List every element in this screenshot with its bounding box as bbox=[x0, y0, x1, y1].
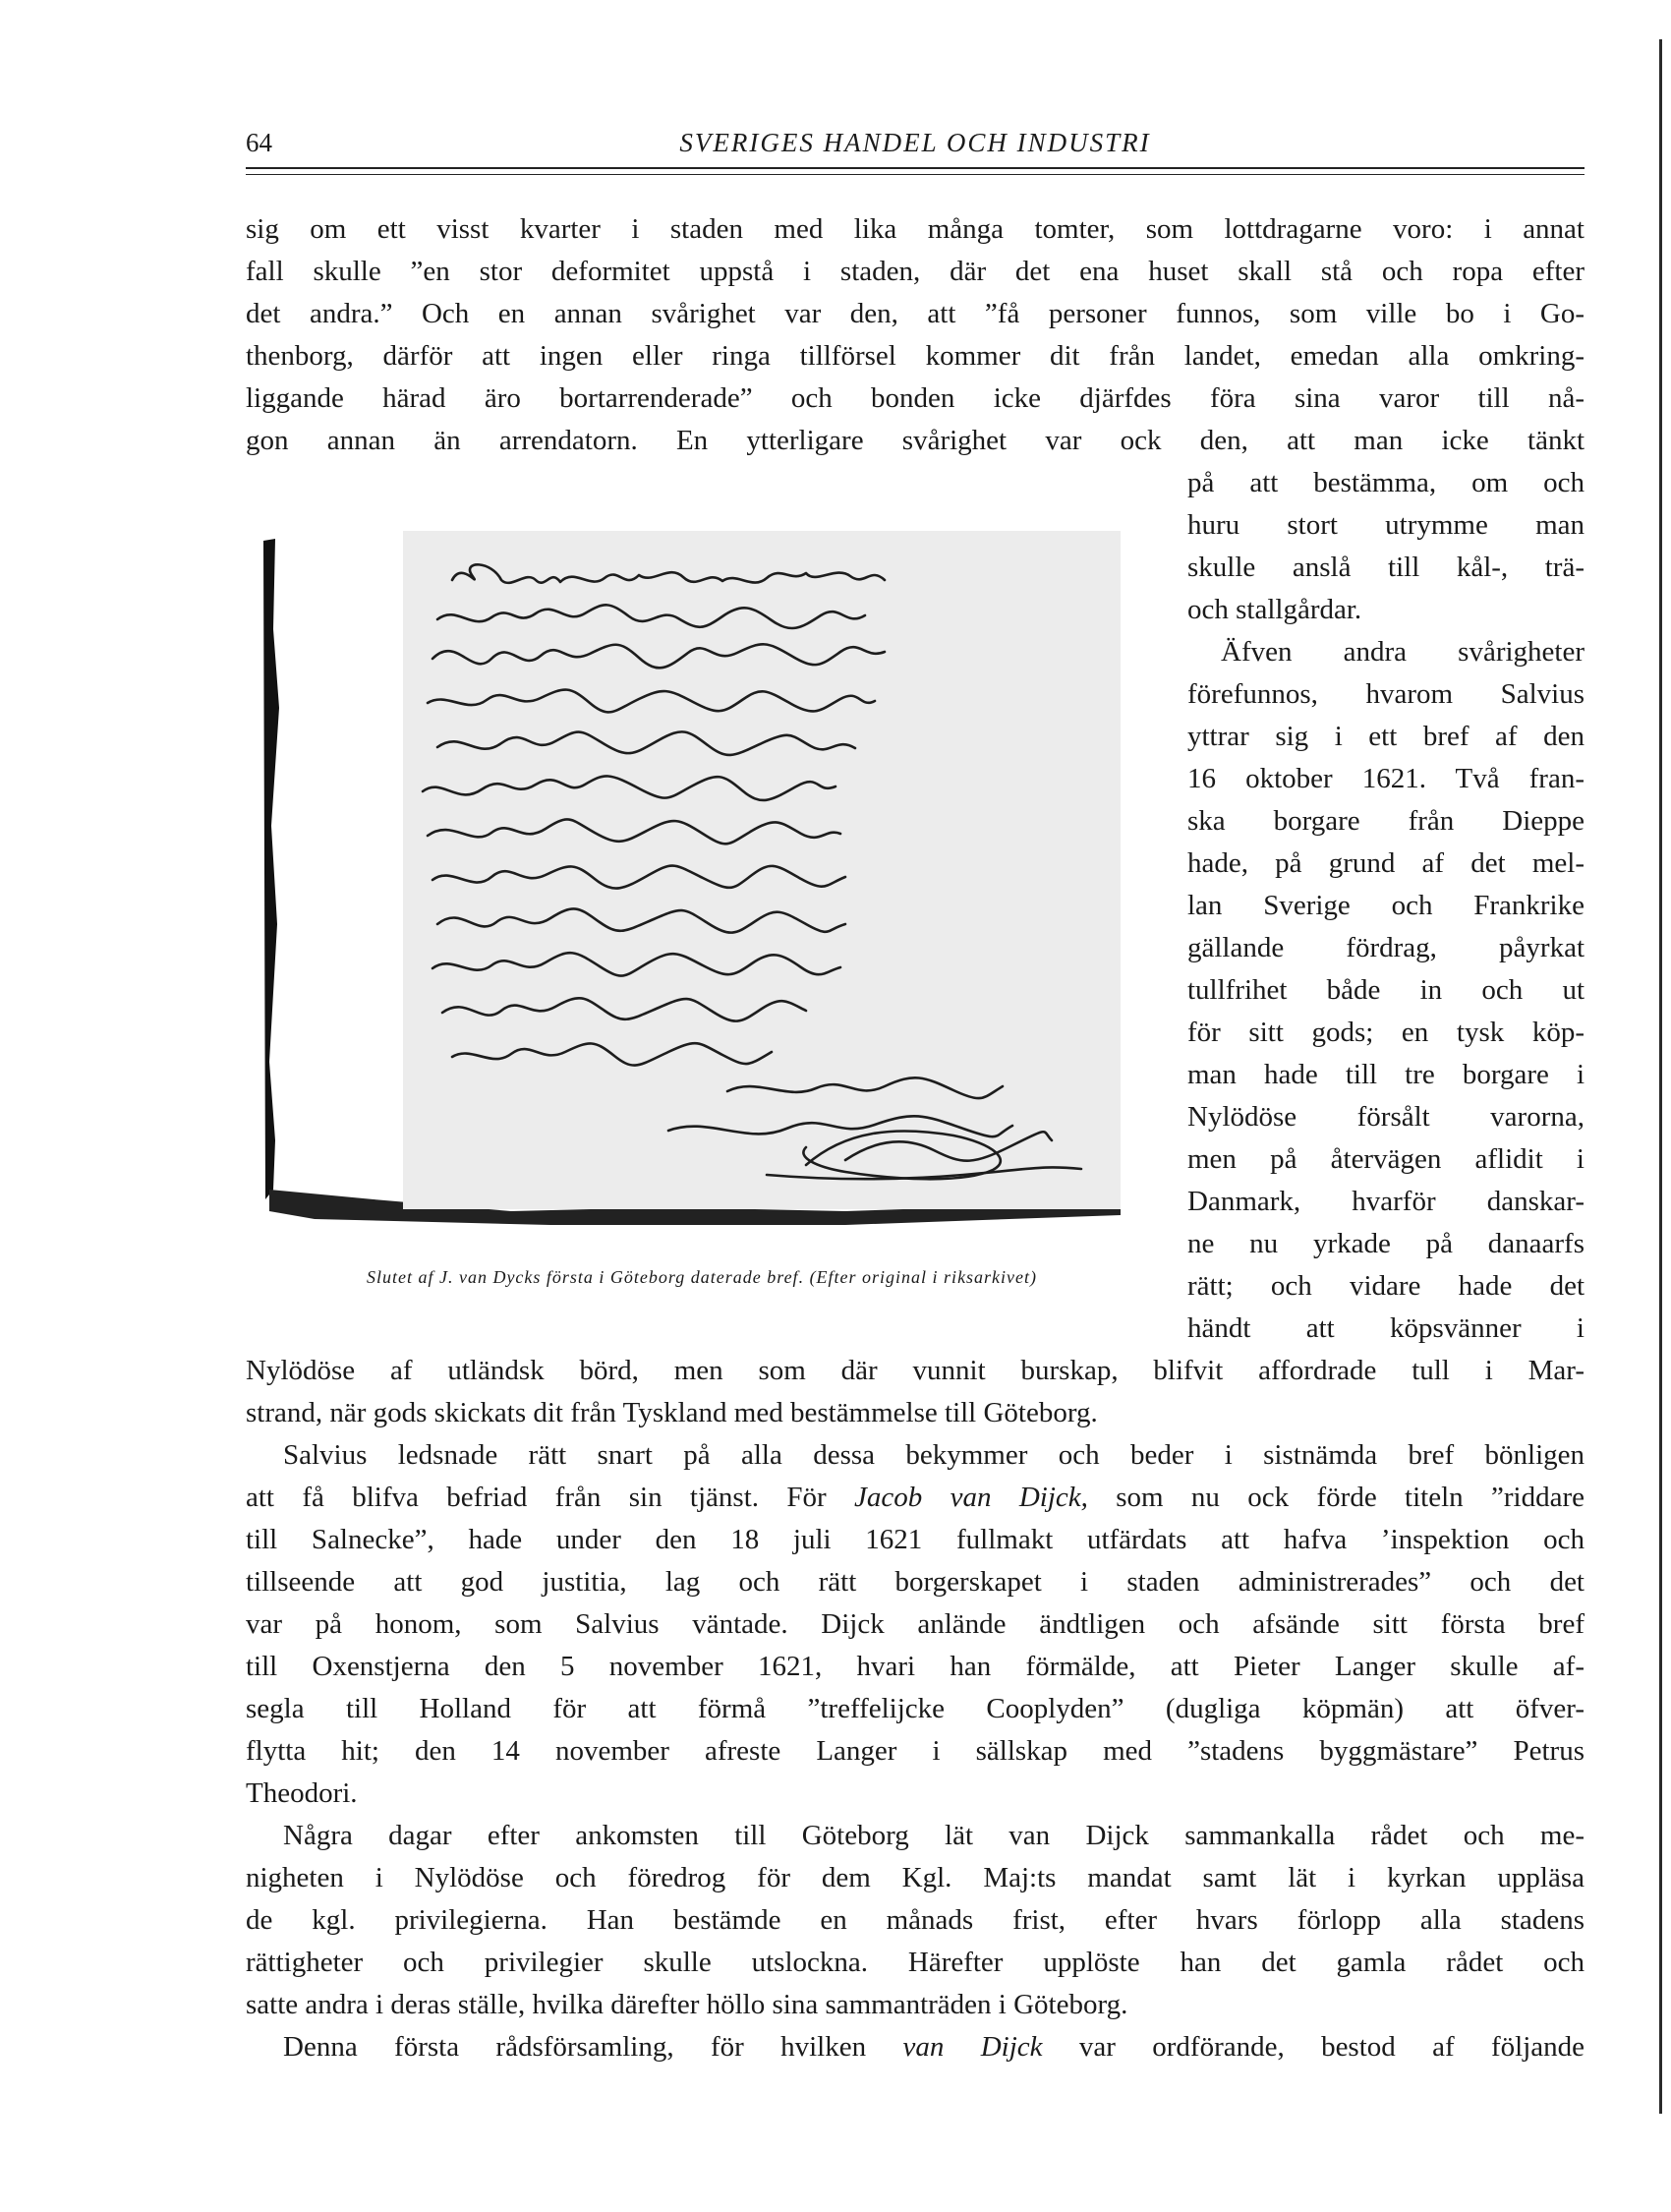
text-line: skulle anslå till kål-, trä- bbox=[1187, 552, 1585, 583]
text-line: liggande härad äro bortarrenderade” och bonden icke djärfdes föra sina varor till nå- bbox=[246, 382, 1585, 414]
text-line: flytta hit; den 14 november afreste Langer i sällskap med ”stadens byggmästare” Petrus bbox=[246, 1735, 1585, 1767]
text-line: Salvius ledsnade rätt snart på alla dessa bekymmer och beder i sistnämda bref bönligen bbox=[283, 1439, 1585, 1471]
figure-caption: Slutet af J. van Dycks första i Göteborg daterade bref. (Efter original i riksarkivet) bbox=[366, 1267, 1038, 1287]
text-line: man hade till tre borgare i bbox=[1187, 1059, 1585, 1090]
text-line: Theodori. bbox=[246, 1777, 358, 1809]
text-line: och stallgårdar. bbox=[1187, 594, 1362, 625]
text-line: Nylödöse försålt varorna, bbox=[1187, 1101, 1585, 1133]
text-line: tullfrihet både in och ut bbox=[1187, 974, 1585, 1006]
text-line: till Salnecke”, hade under den 18 juli 1621 fullmakt utfärdats att hafva ’inspektion och bbox=[246, 1524, 1585, 1555]
text-line: händt att köpsvänner i bbox=[1187, 1312, 1585, 1344]
text-span: Denna första rådsförsamling, för hvilken bbox=[283, 2031, 867, 2063]
page-header bbox=[246, 128, 1585, 167]
text-line bbox=[246, 1478, 1585, 1517]
handwritten-letter-image bbox=[256, 511, 1160, 1229]
text-line: tillseende att god justitia, lag och rätt borgerskapet i staden administrerades” och det bbox=[246, 1566, 1585, 1598]
text-line: hade, på grund af det mel- bbox=[1187, 847, 1585, 879]
text-line: lan Sverige och Frankrike bbox=[1187, 890, 1585, 921]
text-line: yttrar sig i ett bref af den bbox=[1187, 721, 1585, 752]
text-span: som nu ock förde titeln ”riddare bbox=[1116, 1482, 1585, 1513]
text-line: fall skulle ”en stor deformitet uppstå i staden, där det ena huset skall stå och ropa efter bbox=[246, 256, 1585, 287]
text-line: nigheten i Nylödöse och föredrog för dem Kgl. Maj:ts mandat samt lät i kyrkan uppläsa bbox=[246, 1862, 1585, 1893]
text-line: på att bestämma, om och bbox=[1187, 467, 1585, 498]
letter-facsimile bbox=[256, 511, 1160, 1229]
person-name: van Dijck bbox=[902, 2031, 1043, 2063]
text-line: thenborg, därför att ingen eller ringa tillförsel kommer dit från landet, emedan alla omkring- bbox=[246, 340, 1585, 372]
header-rule bbox=[246, 167, 1585, 169]
person-name: Jacob van Dijck, bbox=[854, 1482, 1088, 1513]
text-line: 16 oktober 1621. Två fran- bbox=[1187, 763, 1585, 794]
text-line: Danmark, hvarför danskar- bbox=[1187, 1186, 1585, 1217]
text-line: strand, när gods skickats dit från Tyskland med bestämmelse till Göteborg. bbox=[246, 1397, 1098, 1428]
text-line: ska borgare från Dieppe bbox=[1187, 805, 1585, 837]
header-rule-thin bbox=[246, 174, 1585, 175]
text-line: rätt; och vidare hade det bbox=[1187, 1270, 1585, 1302]
text-line: rättigheter och privilegier skulle utslockna. Härefter upplöste han det gamla rådet och bbox=[246, 1947, 1585, 1978]
text-line: huru stort utrymme man bbox=[1187, 509, 1585, 541]
running-title: SVERIGES HANDEL OCH INDUSTRI bbox=[679, 128, 1151, 157]
text-line: Nylödöse af utländsk börd, men som där vunnit burskap, blifvit affordrade tull i Mar- bbox=[246, 1355, 1585, 1386]
text-line: gällande fördrag, påyrkat bbox=[1187, 932, 1585, 963]
text-line: för sitt gods; en tysk köp- bbox=[1187, 1017, 1585, 1048]
page-edge-line bbox=[1659, 39, 1662, 2114]
text-line: sig om ett visst kvarter i staden med lika många tomter, som lottdragarne voro: i annat bbox=[246, 213, 1585, 245]
text-line: de kgl. privilegierna. Han bestämde en månads frist, efter hvars förlopp alla stadens bbox=[246, 1904, 1585, 1936]
text-span: var ordförande, bestod af följande bbox=[1078, 2031, 1585, 2063]
text-line: segla till Holland för att förmå ”treffelijcke Cooplyden” (dugliga köpmän) att öfver- bbox=[246, 1693, 1585, 1724]
text-line: förefunnos, hvarom Salvius bbox=[1187, 678, 1585, 710]
text-line: men på återvägen aflidit i bbox=[1187, 1143, 1585, 1175]
text-span: att få blifva befriad från sin tjänst. För bbox=[246, 1482, 827, 1513]
text-line: gon annan än arrendatorn. En ytterligare svårighet var ock den, att man icke tänkt bbox=[246, 425, 1585, 456]
text-line: satte andra i deras ställe, hvilka därefter höllo sina sammanträden i Göteborg. bbox=[246, 1989, 1128, 2020]
page-number: 64 bbox=[246, 128, 272, 157]
text-line bbox=[283, 2027, 1585, 2066]
text-line: ne nu yrkade på danaarfs bbox=[1187, 1228, 1585, 1259]
text-line: till Oxenstjerna den 5 november 1621, hvari han förmälde, att Pieter Langer skulle af- bbox=[246, 1651, 1585, 1682]
text-line: det andra.” Och en annan svårighet var den, att ”få personer funnos, som ville bo i Go- bbox=[246, 298, 1585, 329]
text-line: Äfven andra svårigheter bbox=[1221, 636, 1585, 668]
text-line: Några dagar efter ankomsten till Göteborg lät van Dijck sammankalla rådet och me- bbox=[283, 1820, 1585, 1851]
text-line: var på honom, som Salvius väntade. Dijck anlände ändtligen och afsände sitt första bref bbox=[246, 1608, 1585, 1640]
